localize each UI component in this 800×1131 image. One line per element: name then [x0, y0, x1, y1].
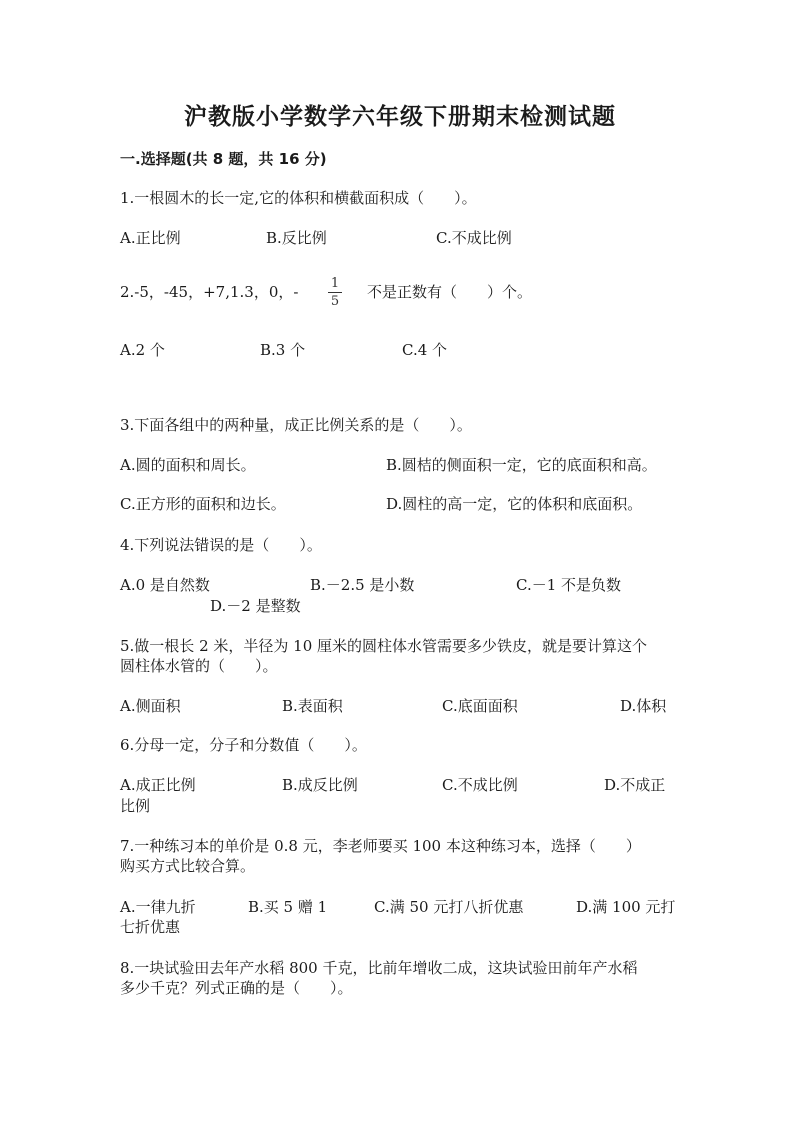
- question-8-stem-line-1: 8.一块试验田去年产水稻 800 千克，比前年增收二成，这块试验田前年产水稻: [120, 959, 638, 977]
- question-7-option-d: D.满 100 元打: [576, 898, 676, 916]
- question-6-option-a: A.成正比例: [120, 776, 196, 794]
- question-6-option-d: D.不成正: [604, 776, 666, 794]
- question-3-option-c: C.正方形的面积和边长。: [120, 495, 286, 513]
- fraction-bar: [328, 292, 342, 293]
- section-heading: 一.选择题(共 8 题，共 16 分): [120, 150, 327, 168]
- question-5-option-a: A.侧面积: [120, 697, 181, 715]
- question-4-option-c: C.－1 不是负数: [516, 576, 622, 594]
- question-1-option-a: A.正比例: [120, 229, 181, 247]
- question-3-option-a: A.圆的面积和周长。: [120, 456, 256, 474]
- question-2-stem-after: 不是正数有（ ）个。: [367, 283, 533, 301]
- question-7-option-b: B.买 5 赠 1: [248, 898, 328, 916]
- question-7-option-c: C.满 50 元打八折优惠: [374, 898, 524, 916]
- question-2-stem-before: 2.-5，-45，+7,1.3，0，-: [120, 283, 299, 301]
- question-6-option-d-continued: 比例: [120, 797, 151, 815]
- question-6-option-b: B.成反比例: [282, 776, 358, 794]
- question-3-option-b: B.圆桔的侧面积一定，它的底面积和高。: [386, 456, 657, 474]
- question-5-stem-line-1: 5.做一根长 2 米，半径为 10 厘米的圆柱体水管需要多少铁皮，就是要计算这个: [120, 637, 648, 655]
- question-3-option-d: D.圆柱的高一定，它的体积和底面积。: [386, 495, 643, 513]
- question-5-option-c: C.底面面积: [442, 697, 518, 715]
- fraction-denominator: 5: [330, 294, 340, 309]
- question-1-option-c: C.不成比例: [436, 229, 512, 247]
- question-3-stem: 3.下面各组中的两种量，成正比例关系的是（ ）。: [120, 416, 472, 434]
- question-4-option-b: B.－2.5 是小数: [310, 576, 415, 594]
- question-7-option-a: A.一律九折: [120, 898, 196, 916]
- question-5-option-b: B.表面积: [282, 697, 343, 715]
- question-5-stem-line-2: 圆柱体水管的（ ）。: [120, 657, 278, 675]
- question-2-option-a: A.2 个: [120, 341, 165, 359]
- page-title: 沪教版小学数学六年级下册期末检测试题: [184, 104, 616, 130]
- question-5-option-d: D.体积: [620, 697, 667, 715]
- question-4-option-d: D.－2 是整数: [210, 597, 301, 615]
- fraction-numerator: 1: [330, 276, 340, 291]
- question-7-option-d-continued: 七折优惠: [120, 918, 181, 936]
- question-6-stem: 6.分母一定，分子和分数值（ ）。: [120, 736, 367, 754]
- question-1-stem: 1.一根圆木的长一定,它的体积和横截面积成（ ）。: [120, 189, 477, 207]
- question-7-stem-line-2: 购买方式比较合算。: [120, 857, 256, 875]
- question-6-option-c: C.不成比例: [442, 776, 518, 794]
- question-8-stem-line-2: 多少千克？列式正确的是（ ）。: [120, 979, 353, 997]
- question-2-option-c: C.4 个: [402, 341, 448, 359]
- question-4-stem: 4.下列说法错误的是（ ）。: [120, 536, 322, 554]
- question-7-stem-line-1: 7.一种练习本的单价是 0.8 元，李老师要买 100 本这种练习本，选择（ ）: [120, 837, 641, 855]
- question-4-option-a: A.0 是自然数: [120, 576, 210, 594]
- question-2-option-b: B.3 个: [260, 341, 306, 359]
- question-2-fraction: [326, 276, 344, 309]
- question-1-option-b: B.反比例: [266, 229, 327, 247]
